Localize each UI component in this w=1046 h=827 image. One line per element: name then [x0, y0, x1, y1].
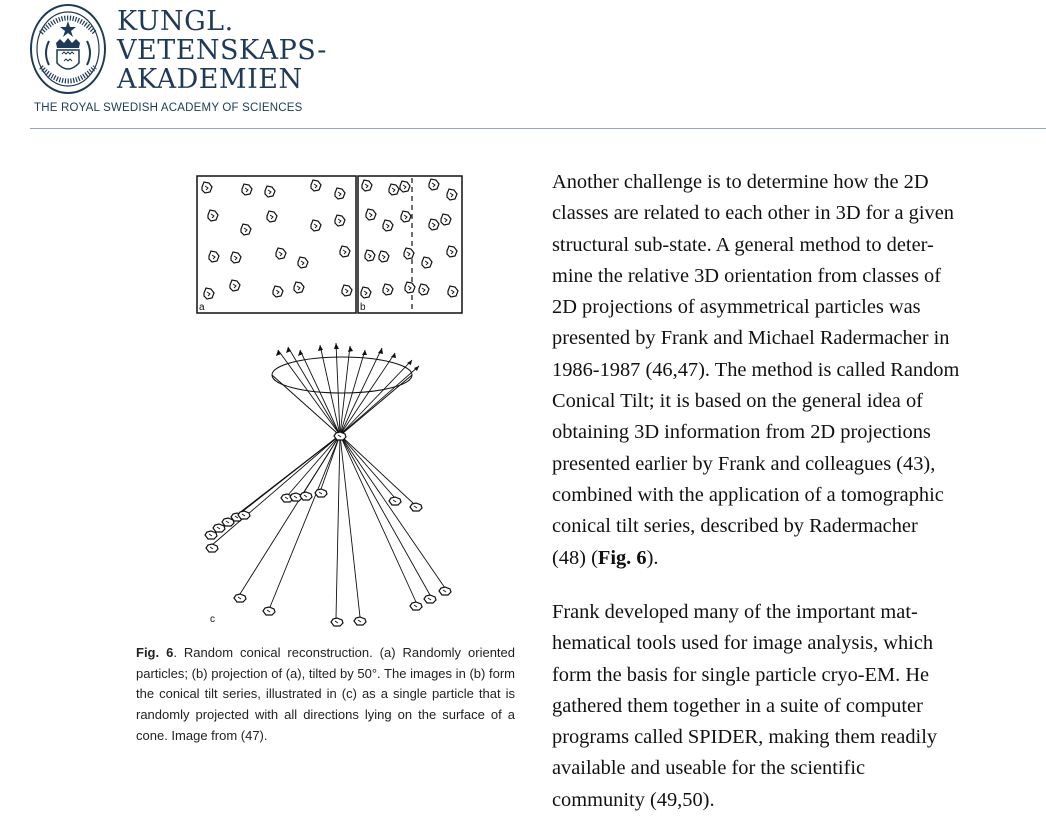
caption-label: Fig. 6 [136, 645, 174, 660]
text-line: Another challenge is to determine how the 2D [552, 171, 929, 193]
academy-name-line-3: AKADEMIEN [117, 64, 303, 95]
text-line: 1986-1987 (46,47). The method is called Random [552, 358, 960, 381]
caption-line-5: directions lying on the surface of a cone. Image from (47). [136, 707, 515, 743]
text-line: presented by Frank and Michael Radermacher in [552, 327, 950, 350]
text-line-last [552, 543, 1022, 574]
academy-subtitle: THE ROYAL SWEDISH ACADEMY OF SCIENCES [34, 102, 303, 114]
text-line: classes are related to each other in 3D for a given [552, 202, 954, 225]
text-line: structural sub-state. A general method to deter- [552, 233, 934, 256]
caption-line-2: oriented particles; (b) projection of (a), tilted by 50°. The [136, 645, 515, 681]
panel-c-cone [212, 343, 445, 618]
academy-seal-logo [29, 3, 107, 95]
text-line: conical tilt series, described by Radermacher [552, 515, 918, 538]
panel-a [197, 176, 356, 313]
figure-6-random-conical-tilt [190, 170, 475, 630]
text-line: Conical Tilt; it is based on the general idea of [552, 390, 923, 413]
panel-b [358, 176, 462, 313]
caption-line-1: . Random conical reconstruction. (a) Randomly [173, 645, 462, 660]
figure-reference: Fig. 6 [597, 546, 647, 569]
text-line: community (49,50). [552, 788, 715, 811]
last-line-post: ). [646, 546, 659, 569]
text-line: presented earlier by Frank and colleagues (43), [552, 452, 936, 475]
text-line: combined with the application of a tomographic [552, 483, 944, 506]
panel-c-label: c [210, 614, 215, 625]
header-divider [30, 128, 1046, 129]
text-line: Frank developed many of the important mat- [552, 601, 918, 623]
academy-name-line-1: KUNGL. [117, 6, 234, 37]
paragraph-1 [552, 167, 1022, 574]
academy-name-line-2: VETENSKAPS- [117, 35, 327, 66]
page-header [0, 0, 1046, 130]
caption-line-3: images in (b) form the conical tilt series, illustrated in (c) [136, 665, 515, 702]
text-line: gathered them together in a suite of computer [552, 694, 923, 717]
text-line: available and useable for the scientific [552, 757, 866, 780]
text-line: hematical tools used for image analysis, which [552, 632, 934, 655]
panel-b-label: b [360, 302, 366, 313]
caption-line-4: as a single particle that is randomly projected with all [136, 686, 515, 723]
body-text [552, 167, 1022, 811]
panel-a-label: a [199, 302, 205, 313]
text-line: obtaining 3D information from 2D projections [552, 421, 931, 444]
figure-caption [136, 643, 515, 747]
text-line: form the basis for single particle cryo-EM. He [552, 663, 930, 686]
paragraph-2 [552, 597, 1022, 816]
text-line: mine the relative 3D orientation from classes of [552, 264, 941, 287]
text-line: programs called SPIDER, making them readily [552, 726, 938, 749]
last-line-pre: (48) ( [552, 546, 598, 569]
text-line: 2D projections of asymmetrical particles was [552, 296, 921, 319]
